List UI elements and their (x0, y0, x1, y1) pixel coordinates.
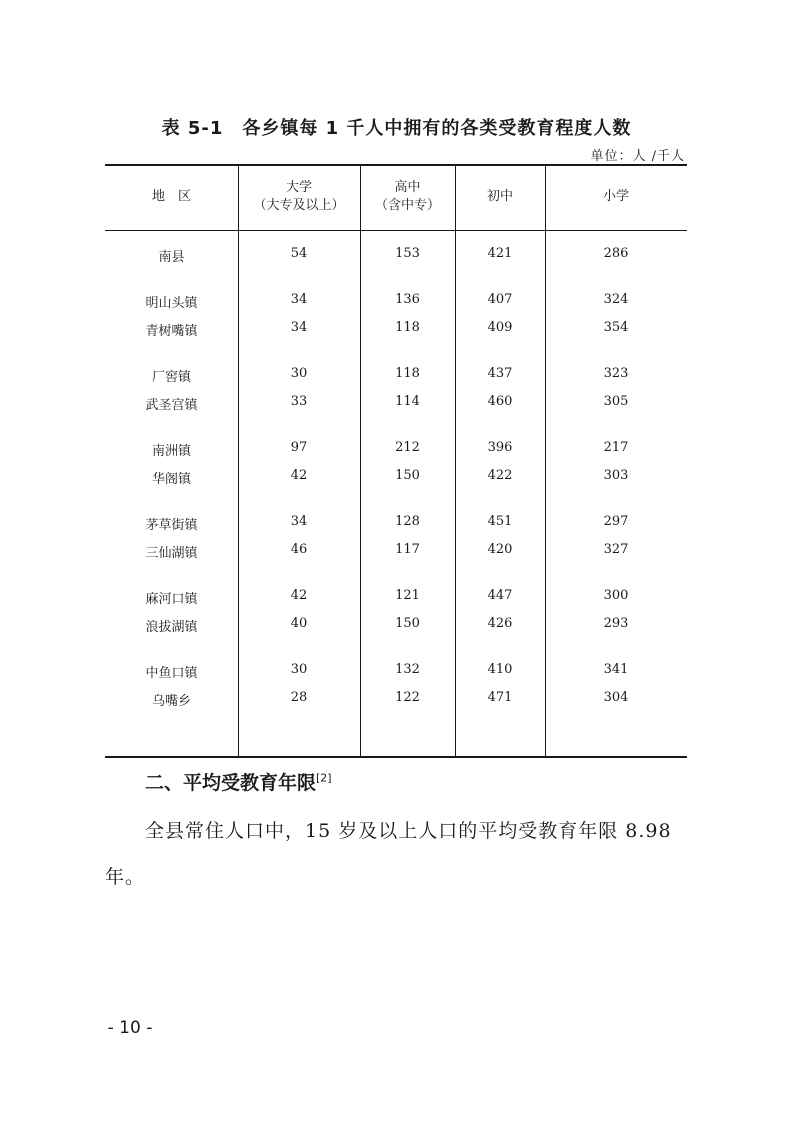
region-cell: 厂窖镇 (151, 370, 191, 385)
value-cell: 293 (603, 616, 629, 631)
value-cell: 422 (487, 468, 513, 483)
value-cell: 324 (603, 292, 629, 307)
value-cell: 323 (603, 366, 629, 381)
value-cell: 136 (395, 292, 420, 307)
region-cell: 三仙湖镇 (145, 546, 198, 561)
section-heading-text: 二、平均受教育年限 (145, 772, 317, 794)
value-cell: 42 (290, 588, 308, 603)
value-cell: 407 (487, 292, 513, 307)
value-cell: 97 (290, 440, 308, 455)
region-cell: 青树嘴镇 (145, 324, 198, 339)
high-school-header (360, 179, 455, 215)
education-table (105, 164, 687, 758)
value-cell: 33 (290, 394, 308, 409)
value-cell: 212 (395, 440, 420, 455)
value-cell: 354 (603, 320, 629, 335)
value-cell: 54 (290, 246, 308, 261)
value-cell: 217 (603, 440, 629, 455)
value-cell: 409 (487, 320, 513, 335)
junior-high-header (455, 188, 545, 206)
table-title: 表 5-1 各乡镇每 1 千人中拥有的各类受教育程度人数 (161, 118, 632, 139)
value-cell: 341 (603, 662, 629, 677)
unit-label: 单位：人 /千人 (590, 149, 685, 164)
region-cell: 茅草街镇 (145, 518, 198, 533)
value-cell: 303 (603, 468, 629, 483)
value-cell: 437 (487, 366, 513, 381)
region-cell: 中鱼口镇 (145, 666, 198, 681)
value-cell: 460 (487, 394, 513, 409)
table-header-rule (105, 230, 687, 231)
value-cell: 286 (603, 246, 629, 261)
value-cell: 30 (290, 662, 308, 677)
value-cell: 451 (487, 514, 513, 529)
value-cell: 150 (395, 616, 420, 631)
table-bottom-border (105, 756, 687, 758)
value-cell: 426 (487, 616, 513, 631)
region-cell: 麻河口镇 (145, 592, 198, 607)
header-line: 大学 (285, 180, 312, 195)
body-paragraph: 全县常住人口中，15 岁及以上人口的平均受教育年限 8.98 年。 (105, 820, 672, 888)
value-cell: 46 (290, 542, 308, 557)
header-subline: （含中专） (374, 198, 440, 213)
primary-header (545, 188, 687, 206)
value-cell: 327 (603, 542, 629, 557)
page-number: - 10 - (107, 1018, 153, 1038)
header-line: 初中 (486, 189, 513, 204)
section-heading (145, 768, 332, 795)
value-cell: 30 (290, 366, 308, 381)
value-cell: 305 (603, 394, 629, 409)
value-cell: 150 (395, 468, 420, 483)
region-cell: 乌嘴乡 (151, 694, 191, 709)
value-cell: 396 (487, 440, 513, 455)
table-top-border (105, 164, 687, 166)
value-cell: 297 (603, 514, 629, 529)
value-cell: 34 (290, 514, 308, 529)
value-cell: 304 (603, 690, 629, 705)
header-line: 高中 (394, 180, 421, 195)
value-cell: 40 (290, 616, 308, 631)
value-cell: 117 (395, 542, 420, 557)
value-cell: 128 (395, 514, 420, 529)
value-cell: 153 (395, 246, 420, 261)
value-cell: 420 (487, 542, 513, 557)
region-cell: 浪拔湖镇 (145, 620, 198, 635)
value-cell: 122 (395, 690, 420, 705)
value-cell: 34 (290, 320, 308, 335)
region-cell: 武圣宫镇 (145, 398, 198, 413)
value-cell: 132 (395, 662, 420, 677)
region-cell: 明山头镇 (145, 296, 198, 311)
value-cell: 300 (603, 588, 629, 603)
header-subline: （大专及以上） (253, 198, 345, 213)
value-cell: 114 (395, 394, 420, 409)
value-cell: 410 (487, 662, 513, 677)
value-cell: 118 (395, 320, 420, 335)
value-cell: 471 (487, 690, 513, 705)
value-cell: 447 (487, 588, 513, 603)
region-cell: 华阁镇 (151, 472, 191, 487)
region-cell: 南洲镇 (151, 444, 191, 459)
value-cell: 42 (290, 468, 308, 483)
value-cell: 28 (290, 690, 308, 705)
region-cell: 南县 (158, 250, 185, 265)
header-line: 地 区 (151, 189, 191, 204)
footnote-marker: [2] (316, 771, 332, 785)
region-header (105, 188, 238, 206)
college-header (238, 179, 360, 215)
value-cell: 34 (290, 292, 308, 307)
value-cell: 118 (395, 366, 420, 381)
value-cell: 421 (487, 246, 513, 261)
header-line: 小学 (602, 189, 629, 204)
value-cell: 121 (395, 588, 420, 603)
